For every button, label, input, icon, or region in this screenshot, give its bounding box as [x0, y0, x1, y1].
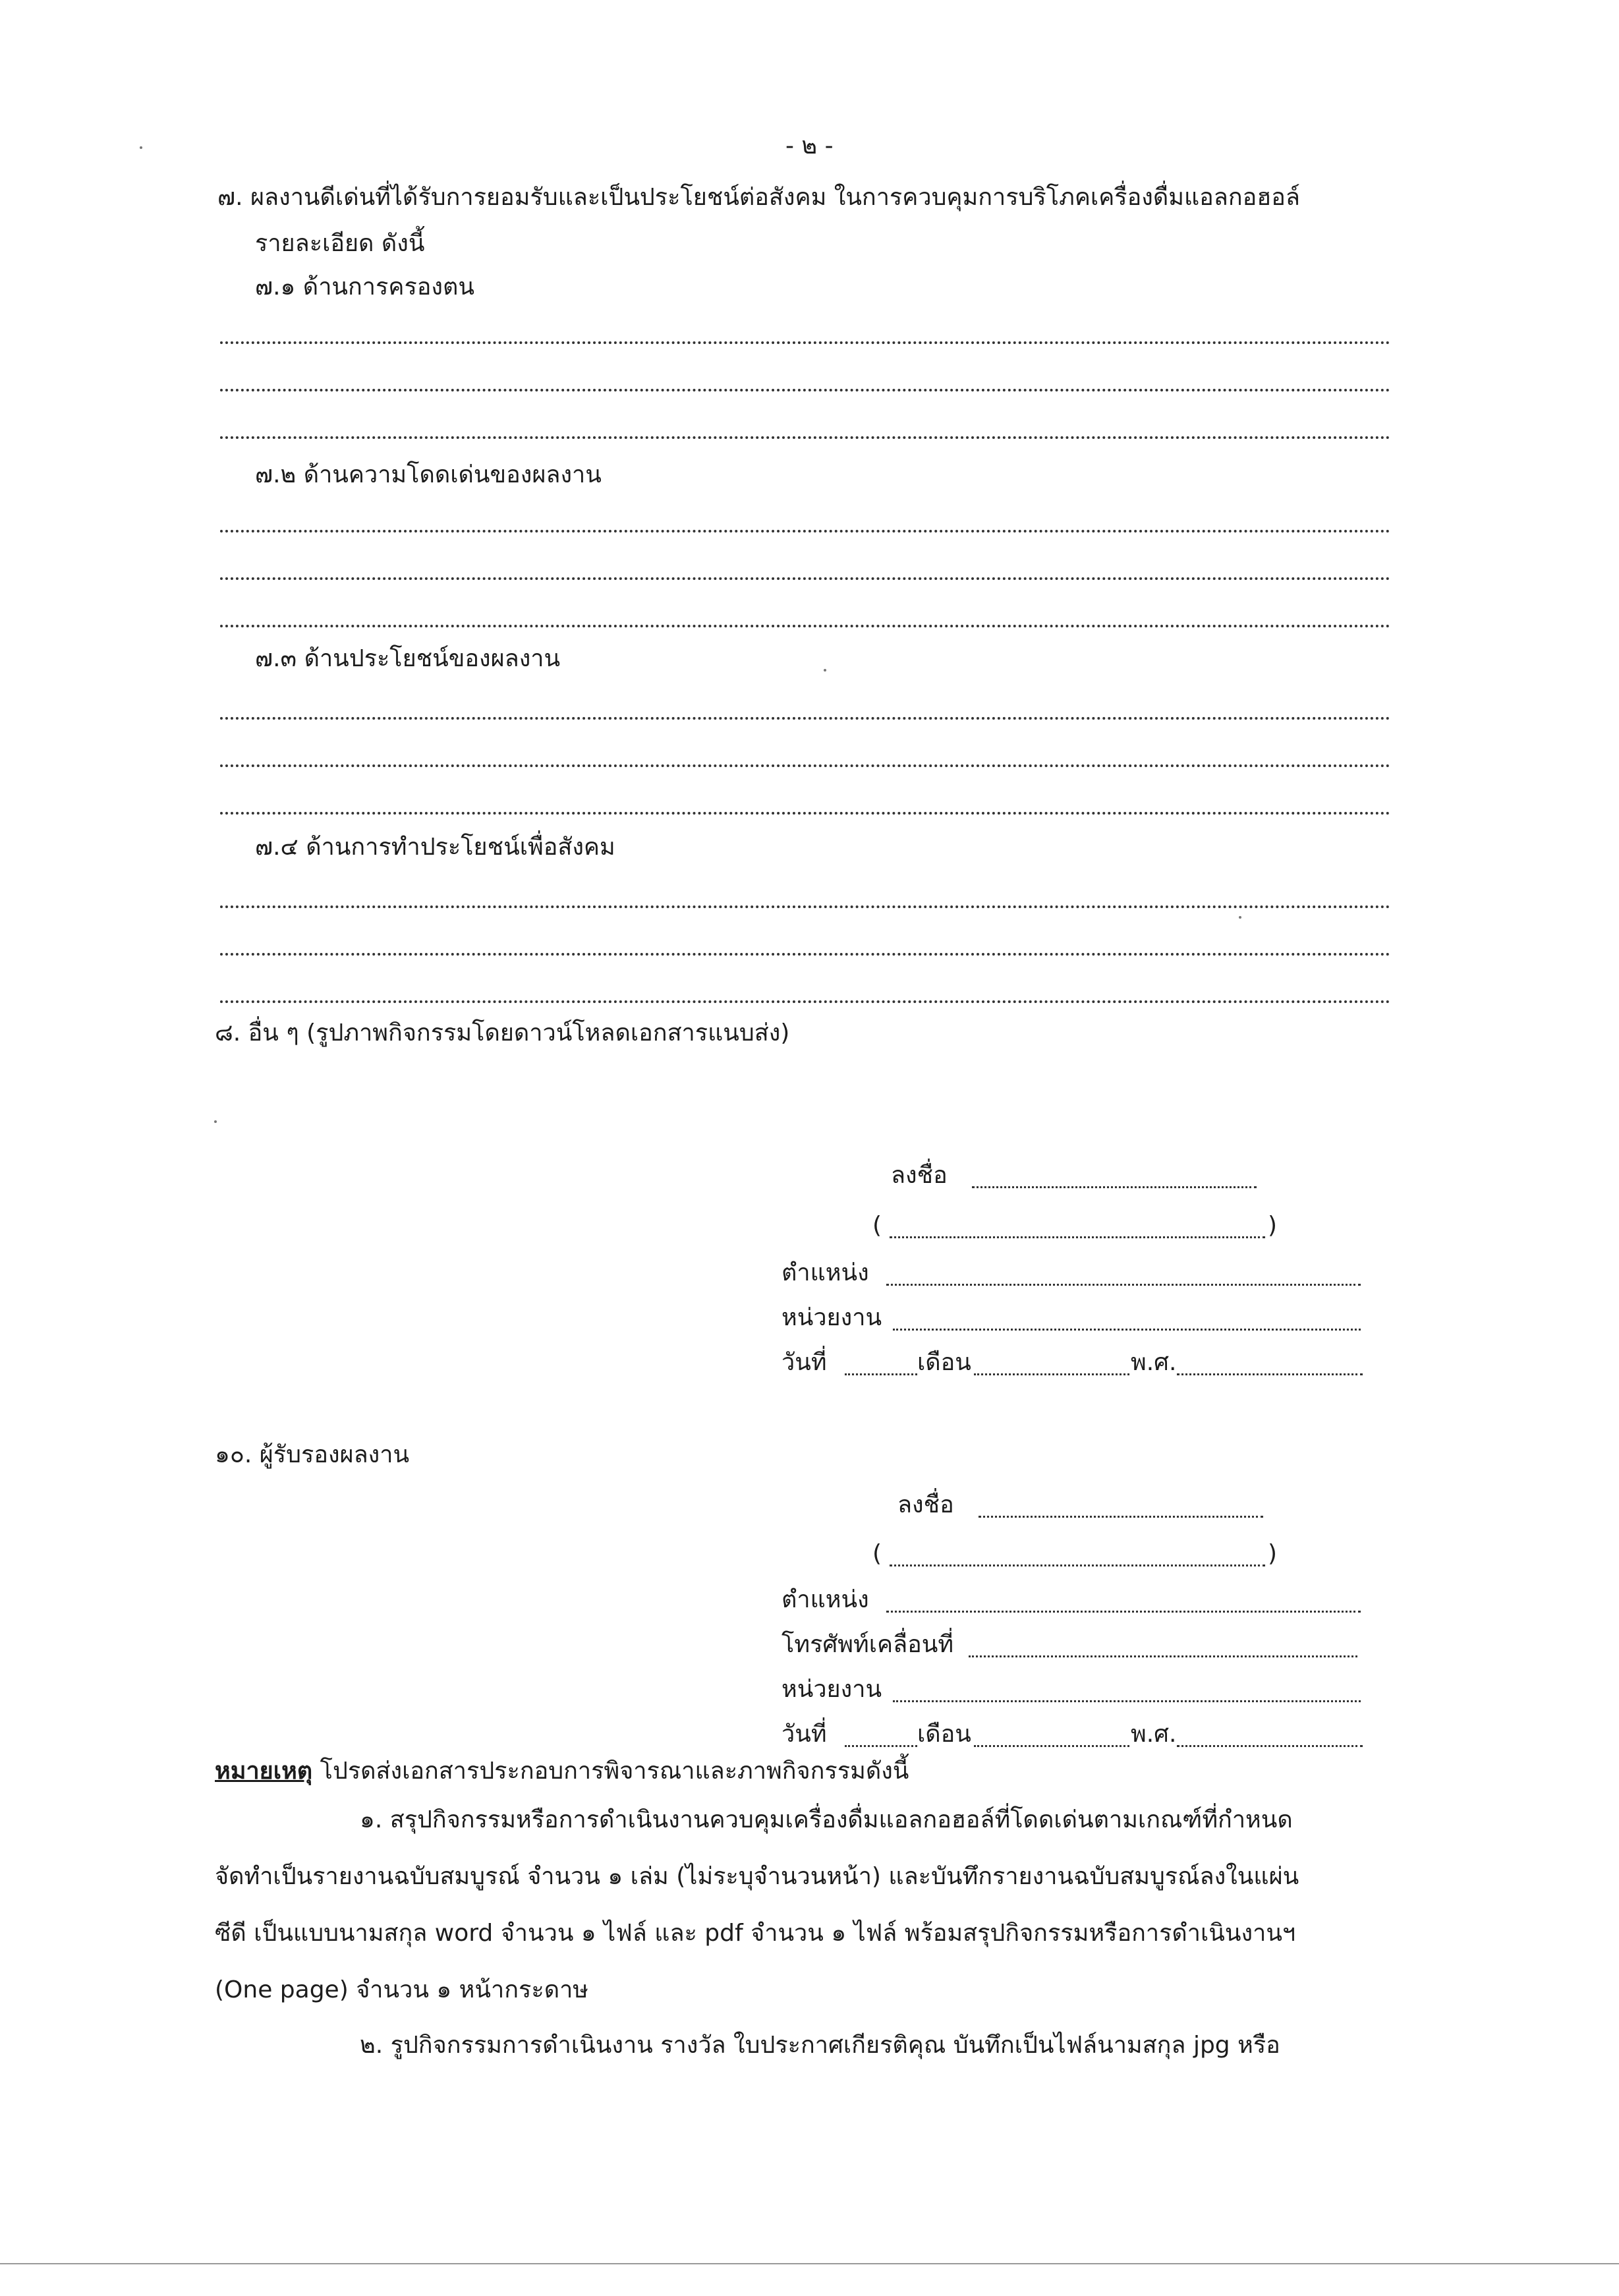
scan-speck: [1239, 916, 1241, 919]
mobile-label: โทรศัพท์เคลื่อนที่: [781, 1631, 954, 1658]
scan-speck: [214, 1120, 217, 1123]
date-label: วันที่: [781, 1721, 827, 1748]
paren-close: ): [1268, 1540, 1278, 1567]
scan-speck: [140, 146, 142, 149]
section-8-title: ๘. อื่น ๆ (รูปภาพกิจกรรมโดยดาวน์โหลดเอกสารแนบส่ง): [215, 1019, 790, 1047]
section-7-4-heading: ๗.๔ ด้านการทำประโยชน์เพื่อสังคม: [255, 834, 615, 861]
remark-item-1-line-1: ๑. สรุปกิจกรรมหรือการดำเนินงานควบคุมเครื่องดื่มแอลกอฮอล์ที่โดดเด่นตามเกณฑ์ที่กำหนด: [360, 1806, 1293, 1833]
position-line: [886, 1611, 1361, 1613]
answer-line: [220, 1000, 1390, 1003]
sign-label: ลงชื่อ: [897, 1491, 954, 1518]
answer-line: [220, 812, 1390, 815]
date-line: [845, 1745, 917, 1747]
sign-label: ลงชื่อ: [891, 1162, 948, 1189]
month-label: เดือน: [917, 1349, 971, 1376]
page-number: - ๒ -: [785, 132, 834, 159]
paren-open: (: [872, 1540, 882, 1567]
answer-line: [220, 764, 1390, 767]
agency-label: หน่วยงาน: [781, 1304, 882, 1331]
agency-label: หน่วยงาน: [781, 1676, 882, 1703]
answer-line: [220, 341, 1390, 344]
year-label: พ.ศ.: [1131, 1349, 1177, 1376]
position-label: ตำแหน่ง: [781, 1259, 869, 1286]
section-7-3-heading: ๗.๓ ด้านประโยชน์ของผลงาน: [255, 645, 561, 672]
answer-line: [220, 530, 1390, 532]
remark-line: [215, 1756, 909, 1787]
paren-open: (: [872, 1212, 882, 1239]
agency-line: [893, 1329, 1361, 1331]
paren-close: ): [1268, 1212, 1278, 1239]
answer-line: [220, 577, 1390, 580]
date-line: [845, 1373, 917, 1375]
month-line: [974, 1373, 1129, 1375]
agency-line: [893, 1700, 1361, 1702]
remark-item-1-line-2: จัดทำเป็นรายงานฉบับสมบูรณ์ จำนวน ๑ เล่ม (ไม่ระบุจำนวนหน้า) และบันทึกรายงานฉบับสมบูรณ์ลงในแผ่น: [215, 1863, 1299, 1890]
remark-label: หมายเหตุ: [215, 1758, 313, 1785]
remark-item-1-line-3: ซีดี เป็นแบบนามสกุล word จำนวน ๑ ไฟล์ และ pdf จำนวน ๑ ไฟล์ พร้อมสรุปกิจกรรมหรือการดำเนินงานฯ: [215, 1920, 1296, 1947]
mobile-line: [969, 1655, 1357, 1657]
remark-item-1-line-4: (One page) จำนวน ๑ หน้ากระดาษ: [215, 1976, 589, 2003]
answer-line: [220, 953, 1390, 956]
answer-line: [220, 905, 1390, 908]
name-line: [890, 1564, 1265, 1566]
remark-intro: โปรดส่งเอกสารประกอบการพิจารณาและภาพกิจกรรมดังนี้: [312, 1758, 909, 1785]
answer-line: [220, 436, 1390, 439]
name-line: [890, 1236, 1265, 1238]
date-label: วันที่: [781, 1349, 827, 1376]
month-label: เดือน: [917, 1721, 971, 1748]
remark-item-2-line-1: ๒. รูปกิจกรรมการดำเนินงาน รางวัล ใบประกาศเกียรติคุณ บันทึกเป็นไฟล์นามสกุล jpg หรือ: [360, 2032, 1280, 2059]
section-7-title-line-1: ๗. ผลงานดีเด่นที่ได้รับการยอมรับและเป็นประโยชน์ต่อสังคม ในการควบคุมการบริโภคเครื่องดื่มแอลกอฮอล์: [217, 184, 1300, 211]
position-line: [886, 1284, 1361, 1286]
month-line: [974, 1745, 1129, 1747]
section-7-2-heading: ๗.๒ ด้านความโดดเด่นของผลงาน: [255, 461, 602, 488]
answer-line: [220, 389, 1390, 391]
year-line: [1177, 1745, 1363, 1747]
section-7-title-line-2: รายละเอียด ดังนี้: [255, 230, 425, 257]
sign-line: [979, 1516, 1263, 1518]
section-10-title: ๑๐. ผู้รับรองผลงาน: [215, 1441, 410, 1468]
position-label: ตำแหน่ง: [781, 1586, 869, 1613]
scan-speck: [824, 669, 826, 672]
year-label: พ.ศ.: [1131, 1721, 1177, 1748]
page-bottom-edge: [0, 2263, 1619, 2264]
answer-line: [220, 625, 1390, 627]
sign-line: [972, 1186, 1257, 1188]
answer-line: [220, 717, 1390, 720]
section-7-1-heading: ๗.๑ ด้านการครองตน: [255, 273, 474, 301]
year-line: [1177, 1373, 1363, 1375]
